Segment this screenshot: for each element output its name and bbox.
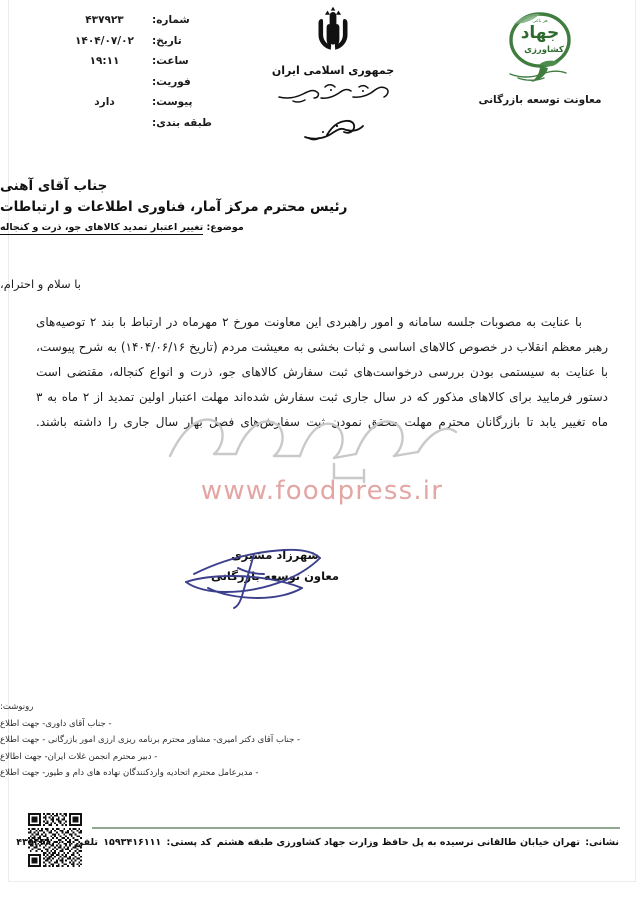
address-value: تهران خیابان طالقانی نرسیده به پل حافظ وزارت جهاد کشاورزی طبقه هشتم bbox=[216, 837, 580, 848]
ministry-caption: معاونت توسعه بازرگانی bbox=[478, 94, 602, 106]
meta-label-classification: طبقه بندی: bbox=[152, 116, 212, 129]
subject-label: موضوع: bbox=[206, 221, 244, 233]
national-emblem-block bbox=[258, 6, 408, 147]
emblem-caption: جمهوری اسلامی ایران bbox=[271, 64, 395, 77]
addressee-block bbox=[0, 176, 604, 233]
meta-row-classification bbox=[44, 117, 214, 138]
meta-row-time bbox=[44, 55, 214, 76]
meta-row-date bbox=[44, 35, 214, 56]
meta-label-attachment: پیوست: bbox=[152, 96, 193, 108]
cc-item: - جناب آقای دکتر امیری- مشاور محترم برنامه ریزی ارزی امور بازرگانی - جهت اطلاع bbox=[0, 735, 301, 746]
meta-label-urgency: فوریت: bbox=[152, 75, 191, 88]
body-paragraph: با عنایت به مصوبات جلسه سامانه و امور راهبردی این معاونت مورخ ۲ مهرماه در ارتباط با بند ۲ توصیه‌های رهبر معظم انقلاب در خصوص کالاهای اساسی و ثبات بخشی به معیشت مردم (تاریخ ۱۴۰۴/۰۶/۱۶) به شرح پیوست، با عنایت به سیستمی بودن بررسی درخواست‌های ثبت سفارش کالاهای جو، ذرت و انواع کنجاله، مقتضی است دستور فرمایید برای کالاهای مذکور که در سال جاری ثبت سفارش شده‌اند مهلت اعتبار اولین تمدید از ۲ ماه به ۳ ماه تغییر یابد تا بازرگانان محترم مهلت محقق نمودن ثبت سفارش‌های فصل بهار سال جاری را داشته باشند. bbox=[36, 315, 608, 429]
subject-text: تغییر اعتبار تمدید کالاهای جو، ذرت و کنجاله bbox=[0, 221, 204, 233]
addressee-name: جناب آقای آهنی bbox=[0, 178, 108, 194]
subject-line bbox=[0, 222, 604, 233]
meta-row-attachment bbox=[44, 96, 214, 117]
svg-text:کشاورزی: کشاورزی bbox=[524, 45, 564, 55]
meta-value-number: ۴۳۷۹۲۳ bbox=[85, 14, 124, 26]
cc-item: - مدیرعامل محترم اتحادیه واردکنندگان نهاده های دام و طیور- جهت اطلاع bbox=[0, 768, 259, 779]
postal-label: کد پستی: bbox=[166, 837, 212, 848]
svg-text:جهاد: جهاد bbox=[520, 23, 560, 43]
url-watermark: www.foodpress.ir bbox=[200, 476, 444, 506]
meta-value-time: ۱۹:۱۱ bbox=[89, 55, 120, 67]
postal-code-value: ۱۵۹۳۴۱۶۱۱۱ bbox=[103, 837, 162, 848]
addressee-title: رئیس محترم مرکز آمار، فناوری اطلاعات و ارتباطات bbox=[0, 198, 348, 215]
svg-text:هر باغی: هر باغی bbox=[532, 19, 548, 24]
basmala-calligraphy-icon bbox=[297, 117, 369, 147]
meta-value-date: ۱۴۰۴/۰۷/۰۲ bbox=[75, 34, 134, 47]
signer-name: شهرزاد مشیری bbox=[231, 548, 319, 562]
signature-block bbox=[150, 548, 400, 583]
meta-value-attachment: دارد bbox=[94, 96, 115, 108]
meta-label-number: شماره: bbox=[152, 14, 190, 26]
footer-divider bbox=[92, 827, 620, 829]
ministry-logo-block bbox=[455, 8, 625, 106]
iran-emblem-icon bbox=[302, 6, 364, 62]
letter-header bbox=[0, 0, 644, 172]
meta-row-number bbox=[44, 14, 214, 35]
footer-contact-info bbox=[16, 837, 620, 848]
cc-distribution-list bbox=[0, 700, 608, 782]
meta-label-date: تاریخ: bbox=[152, 34, 182, 47]
meta-row-urgency bbox=[44, 76, 214, 97]
cc-item: - دبیر محترم انجمن غلات ایران- جهت اطالاع bbox=[0, 751, 158, 762]
letter-footer bbox=[0, 812, 644, 882]
header-meta-block bbox=[44, 14, 214, 137]
cc-title: رونوشت: bbox=[0, 702, 34, 712]
signer-role: معاون توسعه بازرگانی bbox=[210, 569, 340, 583]
phone-label: تلفن : bbox=[67, 837, 98, 848]
cc-item: - جناب آقای داوری- جهت اطلاع bbox=[0, 718, 112, 729]
meta-label-time: ساعت: bbox=[152, 55, 189, 67]
greeting-line: با سلام و احترام، bbox=[0, 277, 81, 291]
calligraphy-slogan-icon bbox=[273, 81, 393, 107]
phone-value: ۴۳۵۴۴۸۰۰ bbox=[16, 837, 63, 848]
address-label: نشانی: bbox=[585, 837, 619, 848]
jihad-agriculture-logo-icon bbox=[496, 8, 584, 84]
